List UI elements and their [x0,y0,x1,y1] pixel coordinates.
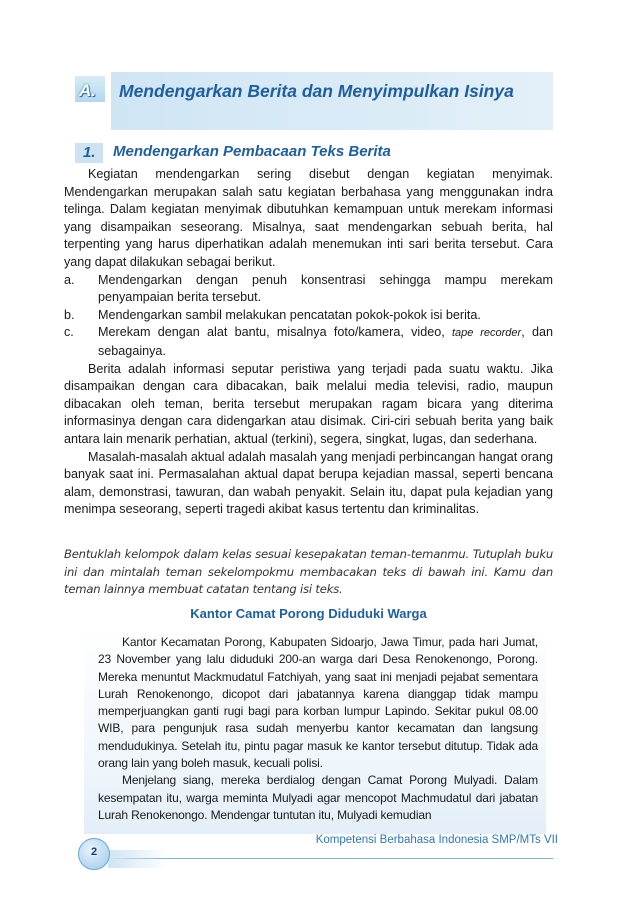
news-paragraph: Menjelang siang, mereka berdialog dengan Camat Porong Mulyadi. Dalam kesempatan itu, warga meminta Mulyadi agar mencopot Machmudatul dari jabatan Lurah Renokenongo. Mendengar tuntutan itu, Mulyadi kemudian [98,773,538,822]
list-item [64,324,553,360]
subsection-number: 1. [83,144,96,161]
footer-decoration [108,850,168,868]
paragraph-actual-issues: Masalah-masalah aktual adalah masalah yang menjadi perbincangan hangat orang banyak saat ini. Permasalahan aktual dapat berupa kejadian massal, seperti bencana alam, demonstrasi, tawuran, dan wabah penyakit. Selain itu, dapat pula kejadian yang menimpa seseorang, seperti tragedi akibat kasus tertentu dan kriminalitas. [64,449,553,517]
page-number: 2 [90,846,98,858]
list-text: , dan sebagainya. [98,325,553,358]
section-letter-box [75,76,105,102]
steps-list [64,272,553,361]
page-number-badge [78,838,110,870]
section-title: Mendengarkan Berita dan Menyimpulkan Isinya [119,81,514,101]
news-box [84,630,546,834]
news-title: Kantor Camat Porong Diduduki Warga [190,606,427,621]
subsection-title: Mendengarkan Pembacaan Teks Berita [113,143,391,160]
list-text: Mendengarkan sambil melakukan pencatatan pokok-pokok isi berita. [98,307,481,322]
news-text [98,634,538,824]
paragraph-news-definition: Berita adalah informasi seputar peristiwa yang terjadi pada suatu waktu. Jika disampaikan dengan cara dibacakan, baik melalui media televisi, radio, maupun dibacakan oleh teman, berita tersebut merupakan ragam bicara yang diterima informasinya dengan cara didengarkan atau disimak. Ciri-ciri sebuah berita yang baik antara lain menarik perhatian, aktual (terkini), segera, singkat, lugas, dan sederhana. [64,361,553,446]
section-letter: A. [79,81,96,100]
section-heading [75,72,553,130]
body-text [64,166,553,519]
list-text: Merekam dengan alat bantu, misalnya foto/kamera, video, [98,325,452,340]
news-paragraph: Kantor Kecamatan Porong, Kabupaten Sidoarjo, Jawa Timur, pada hari Jumat, 23 November yang lalu diduduki 200-an warga dari Desa Renokenongo, Porong. Mereka menuntut Mackmudatul Fatchiyah, yang saat ini menjadi pejabat sementara Lurah Renokenongo, dicopot dari jabatannya karena dianggap tidak mampu memperjuangkan ganti rugi bagi para korban lumpur Lapindo. Sekitar pukul 08.00 WIB, para pengunjuk rasa sudah menyerbu kantor kecamatan dan langsung mendudukinya. Setelah itu, pintu pagar masuk ke kantor tersebut ditutup. Tidak ada orang lain yang boleh masuk, kecuali polisi. [98,635,538,771]
list-marker: c. [64,325,74,340]
list-marker: a. [64,272,75,287]
footer-book-title: Kompetensi Berbahasa Indonesia SMP/MTs VII [315,834,558,846]
task-instruction: Bentuklah kelompok dalam kelas sesuai kesepakatan teman-temanmu. Tutuplah buku ini dan mintalah teman sekelompokmu membacakan teks di bawah ini. Kamu dan teman lainnya membuat catatan tentang isi teks. [64,547,553,596]
list-item [64,272,553,307]
subsection-heading [75,142,475,164]
list-text: Mendengarkan dengan penuh konsentrasi sehingga mampu merekam penyampaian berita tersebut. [98,272,553,305]
list-text-italic: tape recorder [452,327,522,340]
paragraph-intro: Kegiatan mendengarkan sering disebut dengan kegiatan menyimak. Mendengarkan merupakan salah satu kegiatan berbahasa yang menggunakan indra telinga. Dalam kegiatan menyimak dibutuhkan kemampuan untuk merekam informasi yang disampaikan seseorang. Misalnya, saat mendengarkan sebuah berita, hal terpenting yang harus diperhatikan adalah menemukan inti sari berita tersebut. Cara yang dapat dilakukan sebagai berikut. [64,167,553,269]
list-item [64,307,553,325]
list-marker: b. [64,307,75,322]
subsection-number-box [75,143,103,163]
